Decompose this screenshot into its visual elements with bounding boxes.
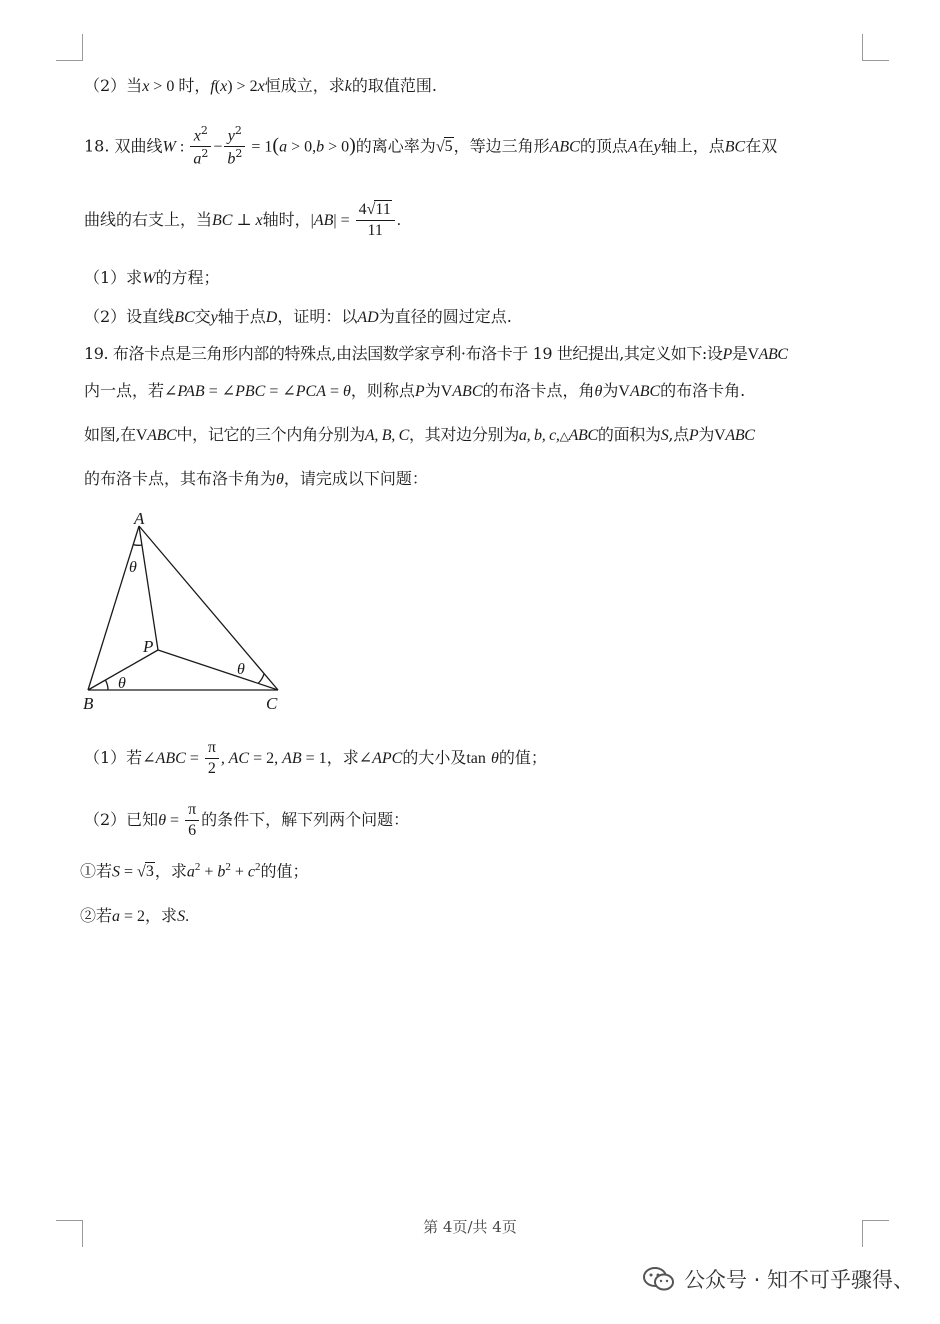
math-var: a bbox=[186, 863, 195, 881]
triangle-symbol: V bbox=[440, 383, 453, 400]
fraction-pi-6 bbox=[185, 800, 199, 841]
text: 恒成立，求 bbox=[264, 76, 345, 95]
math-var: θ bbox=[158, 812, 167, 829]
segment-cp bbox=[158, 650, 278, 690]
math-var: ABC bbox=[629, 383, 661, 400]
math-var: W bbox=[142, 270, 156, 287]
text: . bbox=[185, 908, 190, 925]
text: 的取值范围. bbox=[351, 76, 437, 95]
math-var: b bbox=[227, 150, 236, 168]
text: = ∠ bbox=[265, 383, 296, 400]
q18-line1: 18. 双曲线W : $\frac{x^2}{a^2}$ − $\frac{y^2}{b^2}$ = 1(a > 0,b > 0)的离心率为√5，等边三角形ABC的顶点A在y轴上，点BC在双 bbox=[84, 124, 778, 168]
text: 6 bbox=[188, 822, 197, 839]
text: 的布洛卡点，其布洛卡角为 bbox=[84, 469, 277, 488]
triangle-symbol: V bbox=[618, 383, 630, 400]
exponent: 2 bbox=[255, 861, 261, 873]
math-var: A, B, C bbox=[364, 427, 410, 444]
text: 4 bbox=[358, 201, 367, 218]
angle-label-a: θ bbox=[129, 559, 137, 576]
math-var: y bbox=[227, 127, 235, 145]
math-var: θ bbox=[490, 750, 499, 767]
q17-part2 bbox=[84, 76, 437, 96]
text: （2）当 bbox=[84, 76, 143, 95]
q19-sub2 bbox=[80, 906, 189, 926]
q19-sub1 bbox=[80, 861, 309, 882]
text: 交 bbox=[194, 307, 211, 326]
math-var: , AC bbox=[220, 750, 250, 767]
text: 在 bbox=[637, 136, 654, 156]
math-var: AB bbox=[313, 212, 334, 229]
text: 的大小及 bbox=[402, 748, 467, 767]
text: ②若 bbox=[80, 906, 113, 925]
text: 的条件下，解下列两个问题： bbox=[201, 810, 410, 829]
math-var: AB bbox=[282, 750, 302, 767]
radicand: 11 bbox=[375, 201, 391, 218]
math-var: S bbox=[112, 863, 121, 881]
text: : bbox=[175, 138, 189, 156]
text: 中，记它的三个内角分别为 bbox=[176, 425, 365, 444]
angle-label-b: θ bbox=[118, 675, 126, 692]
text: 的方程； bbox=[155, 268, 220, 287]
text: 轴时， bbox=[262, 210, 311, 229]
edge-ac bbox=[139, 526, 278, 690]
text: 在双 bbox=[745, 136, 778, 156]
text: 2 bbox=[207, 760, 216, 777]
text: > 0 时， bbox=[149, 78, 211, 95]
math-var: a bbox=[279, 138, 288, 156]
math-var: k bbox=[344, 78, 352, 95]
angle-label-c: θ bbox=[237, 661, 245, 678]
text: + bbox=[230, 863, 248, 881]
text: 内一点，若 bbox=[84, 381, 165, 400]
q19-line2 bbox=[84, 381, 745, 401]
angle-symbol: ∠ bbox=[358, 750, 373, 767]
text: 的布洛卡点，角 bbox=[482, 381, 595, 400]
math-var: b bbox=[217, 863, 226, 881]
math-var: y bbox=[210, 309, 218, 326]
text: ①若 bbox=[80, 861, 113, 881]
math-var: S bbox=[177, 908, 186, 925]
page-footer: 第 4页/共 4页 bbox=[423, 1218, 517, 1236]
angle-symbol: ∠ bbox=[142, 750, 156, 767]
math-var: f bbox=[210, 78, 215, 95]
fraction-y2-b2: $\frac{y^2}{b^2}$ bbox=[224, 124, 245, 170]
q19-part1 bbox=[84, 738, 547, 779]
text: （1）求 bbox=[84, 268, 143, 287]
math-var: c bbox=[247, 863, 256, 881]
angle-symbol: ∠ bbox=[164, 383, 178, 400]
math-var: ABC bbox=[147, 427, 177, 444]
math-var: W bbox=[162, 138, 176, 156]
angle-arc-c bbox=[258, 674, 264, 684]
text: 的顶点 bbox=[579, 136, 628, 156]
text: > 0, bbox=[287, 138, 317, 156]
text: 轴上，点 bbox=[660, 136, 725, 156]
math-var: x bbox=[220, 78, 228, 95]
text: = bbox=[336, 212, 354, 229]
math-var: ABC bbox=[452, 383, 483, 400]
point-label-p: P bbox=[143, 637, 154, 656]
triangle-symbol: V bbox=[714, 427, 726, 444]
math-var: P bbox=[688, 427, 699, 444]
text: 的值； bbox=[498, 748, 547, 767]
math-var: ABC bbox=[758, 346, 788, 363]
fraction-4sqrt11-11: $\frac{4√11}{11}$ bbox=[356, 200, 395, 241]
text: 的面积为 bbox=[597, 425, 661, 444]
brocard-triangle-figure bbox=[78, 506, 298, 716]
math-var: BC bbox=[174, 309, 195, 326]
text: tan bbox=[466, 750, 486, 767]
text: ，请完成以下问题： bbox=[283, 469, 428, 488]
text: （2）设直线 bbox=[84, 307, 175, 326]
math-var: ABC bbox=[725, 427, 755, 444]
fraction-pi-2 bbox=[205, 738, 219, 779]
text: ，求 bbox=[326, 748, 359, 767]
text: 曲线的右支上，当 bbox=[84, 210, 213, 229]
triangle-symbol: △ bbox=[559, 429, 569, 443]
text: = ∠ bbox=[204, 383, 236, 400]
text: = bbox=[120, 863, 138, 881]
math-var: ABC bbox=[155, 750, 186, 767]
exponent: 2 bbox=[225, 861, 231, 873]
math-var: AD bbox=[357, 309, 379, 326]
text: | bbox=[333, 212, 337, 229]
radicand: 5 bbox=[444, 138, 453, 156]
q18-line2 bbox=[84, 200, 401, 241]
angle-arc-a bbox=[133, 545, 142, 546]
math-var: BC bbox=[212, 212, 233, 229]
math-var: APC bbox=[372, 750, 403, 767]
vertex-label-a: A bbox=[134, 509, 145, 528]
math-var: P bbox=[414, 383, 425, 400]
text: 为直径的圆过定点. bbox=[378, 307, 512, 326]
fraction-x2-a2: $\frac{x^2}{a^2}$ bbox=[190, 124, 211, 170]
angle-arc-b bbox=[105, 680, 108, 690]
math-var: θ bbox=[343, 383, 351, 400]
question-number: 18. 双曲线 bbox=[84, 136, 163, 156]
triangle-symbol: V bbox=[747, 346, 759, 363]
math-var: S bbox=[660, 427, 669, 444]
corner-mark-top-right bbox=[862, 34, 889, 61]
exponent: 2 bbox=[194, 861, 201, 873]
math-var: PBC bbox=[235, 383, 266, 400]
math-var: θ bbox=[276, 471, 284, 488]
text: . bbox=[396, 212, 401, 229]
q18-part2 bbox=[84, 307, 512, 327]
text: （1）若 bbox=[84, 748, 143, 767]
math-var: PAB bbox=[177, 383, 205, 400]
text: 为 bbox=[424, 381, 441, 400]
q19-line4 bbox=[84, 469, 428, 489]
math-var: BC bbox=[724, 138, 746, 156]
text: ，等边三角形 bbox=[453, 136, 550, 156]
math-var: x bbox=[255, 212, 263, 229]
sqrt-sign: √ bbox=[137, 863, 146, 881]
sqrt-sign: √ bbox=[435, 138, 445, 156]
text: 11 bbox=[367, 222, 383, 239]
text: 的布洛卡角. bbox=[660, 381, 746, 400]
math-var: θ bbox=[594, 383, 603, 400]
text: 的离心率为 bbox=[355, 136, 436, 156]
text: 为 bbox=[602, 381, 619, 400]
text: ) bbox=[349, 134, 356, 157]
math-var: x bbox=[257, 78, 265, 95]
math-var: x bbox=[142, 78, 150, 95]
wechat-watermark bbox=[642, 1264, 914, 1294]
text: ( bbox=[272, 134, 280, 157]
wechat-icon bbox=[642, 1265, 676, 1293]
text: = bbox=[326, 383, 344, 400]
text: 的值； bbox=[260, 861, 309, 881]
text: π bbox=[185, 800, 199, 821]
triangle-symbol: V bbox=[135, 427, 148, 444]
math-var: a bbox=[193, 150, 202, 168]
math-var: ABC bbox=[568, 427, 598, 444]
q18-part1 bbox=[84, 268, 220, 288]
math-var: a, b, c, bbox=[518, 427, 560, 444]
text: = 2 bbox=[120, 908, 146, 925]
q19-line1 bbox=[84, 344, 788, 364]
math-var: x bbox=[193, 127, 201, 145]
q19-part2 bbox=[84, 800, 409, 841]
math-var: D bbox=[265, 309, 278, 326]
text: 是 bbox=[731, 344, 748, 363]
math-var: ABC bbox=[549, 138, 580, 156]
text: ，其对边分别为 bbox=[409, 425, 519, 444]
q19-line3 bbox=[84, 425, 755, 445]
text: = bbox=[166, 812, 184, 829]
text: 轴于点 bbox=[217, 307, 266, 326]
text: = 2, bbox=[249, 750, 283, 767]
text: ，则称点 bbox=[350, 381, 415, 400]
text: > 0 bbox=[324, 138, 350, 156]
text: = bbox=[185, 750, 203, 767]
text: 如图,在 bbox=[84, 425, 136, 444]
text: 为 bbox=[698, 425, 715, 444]
text: + bbox=[200, 863, 218, 881]
text: （2）已知 bbox=[84, 810, 159, 829]
text: ⊥ bbox=[232, 212, 256, 229]
text: ) > 2 bbox=[227, 78, 258, 95]
math-var: y bbox=[653, 138, 661, 156]
text: = 1 bbox=[301, 750, 327, 767]
vertex-label-c: C bbox=[266, 694, 278, 713]
text: 19. 布洛卡点是三角形内部的特殊点,由法国数学家亨利·布洛卡于 19 世纪提出,其定义如下:设 bbox=[84, 344, 723, 363]
math-var: b bbox=[316, 138, 325, 156]
text: ，求 bbox=[154, 861, 187, 881]
text: π bbox=[205, 738, 219, 759]
text: = 1 bbox=[247, 138, 273, 156]
math-var: A bbox=[627, 138, 638, 156]
math-var: a bbox=[112, 908, 121, 925]
corner-mark-top-left bbox=[56, 34, 83, 61]
text: | bbox=[310, 212, 314, 229]
text: ( bbox=[214, 78, 221, 95]
watermark-text: 公众号 · 知不可乎骤得、 bbox=[683, 1268, 914, 1292]
math-var: P bbox=[722, 346, 732, 363]
text: ，求 bbox=[145, 906, 178, 925]
vertex-label-b: B bbox=[83, 694, 94, 713]
radicand: 3 bbox=[145, 863, 154, 881]
text: ,点 bbox=[668, 425, 689, 444]
text: ，证明：以 bbox=[277, 307, 358, 326]
math-var: PCA bbox=[295, 383, 326, 400]
